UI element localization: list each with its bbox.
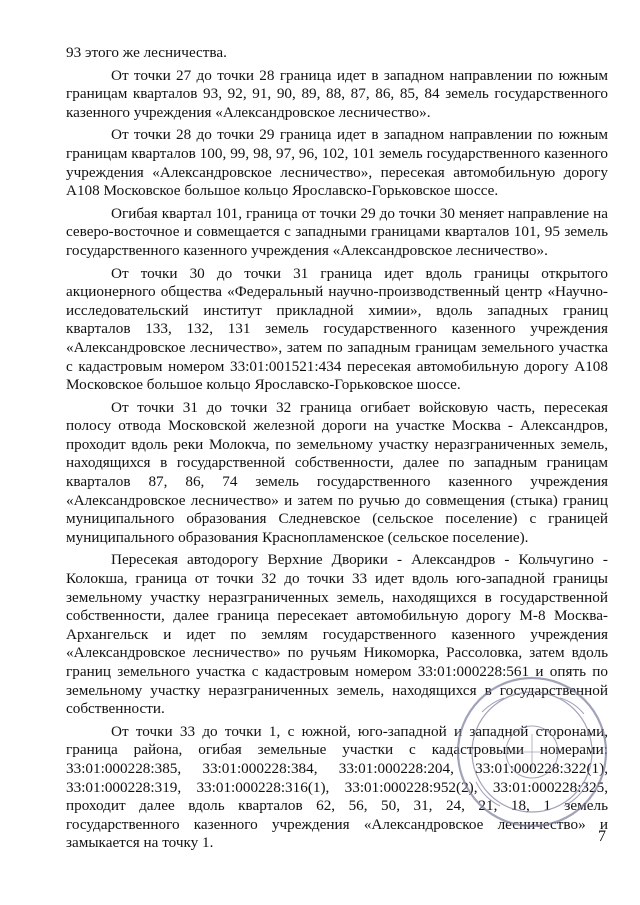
- paragraph-point-30-31: От точки 30 до точки 31 граница идет вдоль границы открытого акционерного общества «Федеральный научно-производственный центр «Научно-исследовательский институт прикладной химии», вдоль западных границ кварталов 133, 132, 131 земель государственного казенного учреждения «Александровское лесничество», затем по западным границам земельного участка с кадастровым номером 33:01:001521:434 пересекая автомобильную дорогу А108 Московское большое кольцо Ярославско-Горьковское шоссе.: [66, 264, 608, 394]
- paragraph-point-27-28: От точки 27 до точки 28 граница идет в западном направлении по южным границам кварталов 93, 92, 91, 90, 89, 88, 87, 86, 85, 84 земель государственного казенного учреждения «Александровское лесничество».: [66, 66, 608, 121]
- paragraph-continuation: 93 этого же лесничества.: [66, 44, 227, 61]
- paragraph-point-29-30: Огибая квартал 101, граница от точки 29 до точки 30 меняет направление на северо-восточное и совмещается с западными границами кварталов 101, 95 земель государственного казенного учреждения «Александровское лесничество».: [66, 204, 608, 259]
- paragraph-point-32-33: Пересекая автодорогу Верхние Дворики - Александров - Кольчугино - Колокша, граница от точки 32 до точки 33 идет вдоль юго-западной границы земельному участку неразграниченных земель, находящихся в государственной собственности, далее граница пересекает автомобильную дорогу М-8 Москва-Архангельск и идет по землям государственного казенного учреждения «Александровское лесничество» по ручьям Никоморка, Рассоловка, затем вдоль границ земельного участка с кадастровым номером 33:01:000228:561 и опять по земельному участку неразграниченных земель, находящихся в государственной собственности.: [66, 551, 608, 718]
- page-number: 7: [598, 828, 606, 845]
- paragraph-point-28-29: От точки 28 до точки 29 граница идет в западном направлении по южным границам кварталов 100, 99, 98, 97, 96, 102, 101 земель государственного казенного учреждения «Александровское лесничество», пересекая автомобильную дорогу А108 Московское большое кольцо Ярославско-Горьковское шоссе.: [66, 126, 608, 200]
- paragraph-point-31-32: От точки 31 до точки 32 граница огибает войсковую часть, пересекая полосу отвода Московской железной дороги на участке Москва - Александров, проходит вдоль реки Молокча, по земельному участку неразграниченных земель, находящихся в государственной собственности, далее по западным границам кварталов 87, 86, 74 земель государственного казенного учреждения «Александровское лесничество» и затем по ручью до совмещения (стыка) границ муниципального образования Следневское (сельское поселение) с границей муниципального образования Краснопламенское (сельское поселение).: [66, 398, 608, 546]
- paragraph-point-33-1: От точки 33 до точки 1, с южной, юго-западной и западной сторонами, граница района, огибая земельные участки с кадастровыми номерами: 33:01:000228:385, 33:01:000228:384, 33:01:000228:204, 33:01:000228:322(1), 33:01:000228:319, 33:01:000228:316(1), 33:01:000228:952(2), 33:01:000228:325, проходит далее вдоль кварталов 62, 56, 50, 31, 24, 21, 18, 1 земель государственного казенного учреждения «Александровское лесничество» и замыкается на точку 1.: [66, 722, 608, 852]
